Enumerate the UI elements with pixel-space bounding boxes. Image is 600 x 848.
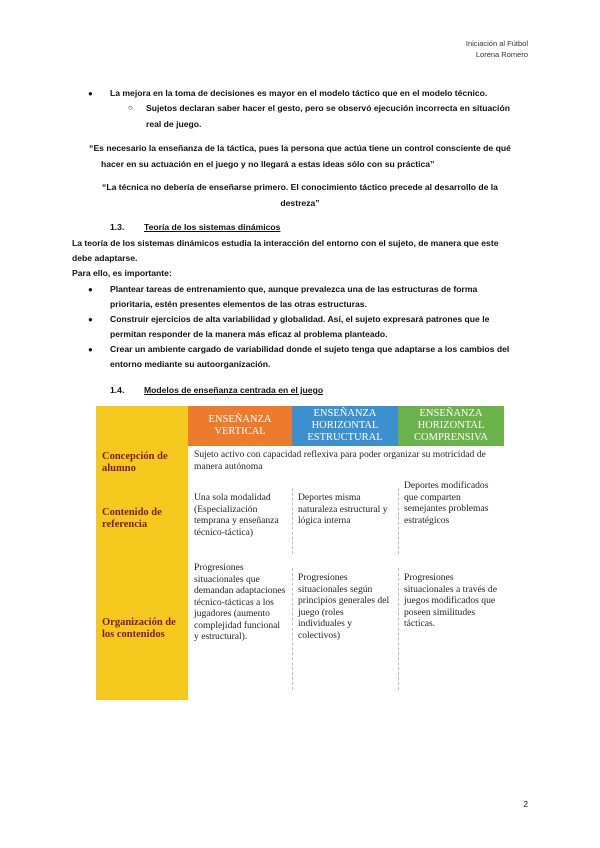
course-title: Iniciación al Fútbol — [465, 39, 528, 48]
bullet-dot-icon: ● — [88, 315, 93, 324]
paragraph-line: Para ello, es importante: — [72, 268, 172, 278]
teaching-models-table — [96, 406, 504, 700]
row-label-reference-content: Contenido de referencia — [102, 507, 162, 530]
header-horizontal-comprehensive: ENSEÑANZA HORIZONTAL COMPRENSIVA — [398, 406, 504, 446]
quote2-line1: “La técnica no debería de enseñarse primero. El conocimiento táctico precede al desarrollo de la — [102, 182, 498, 192]
row-label-content-organization: Organización de los contenidos — [102, 617, 176, 640]
list-item-line: prioritaria, estén presentes elementos de las otras estructuras. — [110, 299, 367, 309]
paragraph-line: La teoría de los sistemas dinámicos estudia la interacción del entorno con el sujeto, de manera que este — [72, 238, 499, 248]
header-horizontal-structural: ENSEÑANZA HORIZONTAL ESTRUCTURAL — [292, 406, 398, 446]
row2-structural-text: Deportes misma naturaleza estructural y lógica interna — [298, 492, 388, 526]
section-title: Modelos de enseñanza centrada en el juego — [144, 385, 324, 395]
quote1-line1: “Es necesario la enseñanza de la táctica, pues la persona que actúa tiene un control consciente de qué — [89, 143, 511, 153]
circle-bullet-icon: ○ — [128, 103, 133, 112]
page-header — [466, 38, 528, 60]
page-number: 2 — [523, 800, 528, 809]
row2-vertical-text: Una sola modalidad (Especialización temprana y enseñanza técnico-táctica) — [194, 492, 279, 538]
section-number: 1.4. — [110, 385, 125, 395]
header-vertical: ENSEÑANZA VERTICAL — [188, 406, 292, 446]
row3-vertical-text: Progresiones situacionales que demandan adaptaciones técnico-tácticas a los jugadores (aumento complejidad funcional y estructural). — [194, 562, 286, 642]
table-corner-cell — [96, 406, 188, 446]
column-divider — [292, 568, 293, 690]
section-title: Teoría de los sistemas dinámicos — [144, 222, 281, 232]
list-item-line: Plantear tareas de entrenamiento que, aunque prevalezca una de las estructuras de forma — [110, 284, 478, 294]
row3-structural-text: Progresiones situacionales según principios generales del juego (roles individuales y colectivos) — [298, 572, 390, 641]
row3-comprehensive-text: Progresiones situacionales a través de juegos modificados que poseen similitudes tácticas. — [404, 572, 497, 629]
row2-comprehensive-text: Deportes modificados que comparten semejantes problemas estratégicos — [404, 480, 489, 526]
row1-shared-text: Sujeto activo con capacidad reflexiva para poder organizar su motricidad de manera autónoma — [194, 449, 486, 472]
column-divider — [398, 568, 399, 690]
row-label-student-conception: Concepción de alumno — [102, 451, 168, 474]
paragraph-line: debe adaptarse. — [72, 253, 138, 263]
sub-bullet-line2: real de juego. — [146, 119, 202, 129]
list-item-line: permitan responder de la manera más eficaz al problema planteado. — [110, 329, 388, 339]
sub-bullet-line1: Sujetos declaran saber hacer el gesto, pero se observó ejecución incorrecta en situación — [146, 103, 510, 113]
list-item-line: entorno mediante su autoorganización. — [110, 359, 271, 369]
quote2-line2: destreza” — [280, 198, 320, 208]
section-heading-1-3 — [110, 222, 280, 232]
bullet-dot-icon: ● — [88, 285, 93, 294]
list-item-line: Construir ejercicios de alta variabilidad y globalidad. Así, el sujeto expresará patrones que le — [110, 314, 490, 324]
list-item-line: Crear un ambiente cargado de variabilidad donde el sujeto tenga que adaptarse a los cambios del — [110, 344, 510, 354]
bullet-dot-icon: ● — [88, 89, 93, 98]
bullet-dot-icon: ● — [88, 345, 93, 354]
bullet-decision-making: La mejora en la toma de decisiones es mayor en el modelo táctico que en el modelo técnico. — [110, 88, 488, 98]
quote1-line2: hacer en su actuación en el juego y no llegará a estas ideas sólo con su práctica” — [101, 159, 435, 169]
author-name: Lorena Romero — [475, 50, 528, 59]
column-divider — [292, 488, 293, 554]
column-divider — [398, 488, 399, 554]
section-number: 1.3. — [110, 222, 125, 232]
section-heading-1-4 — [110, 385, 323, 395]
